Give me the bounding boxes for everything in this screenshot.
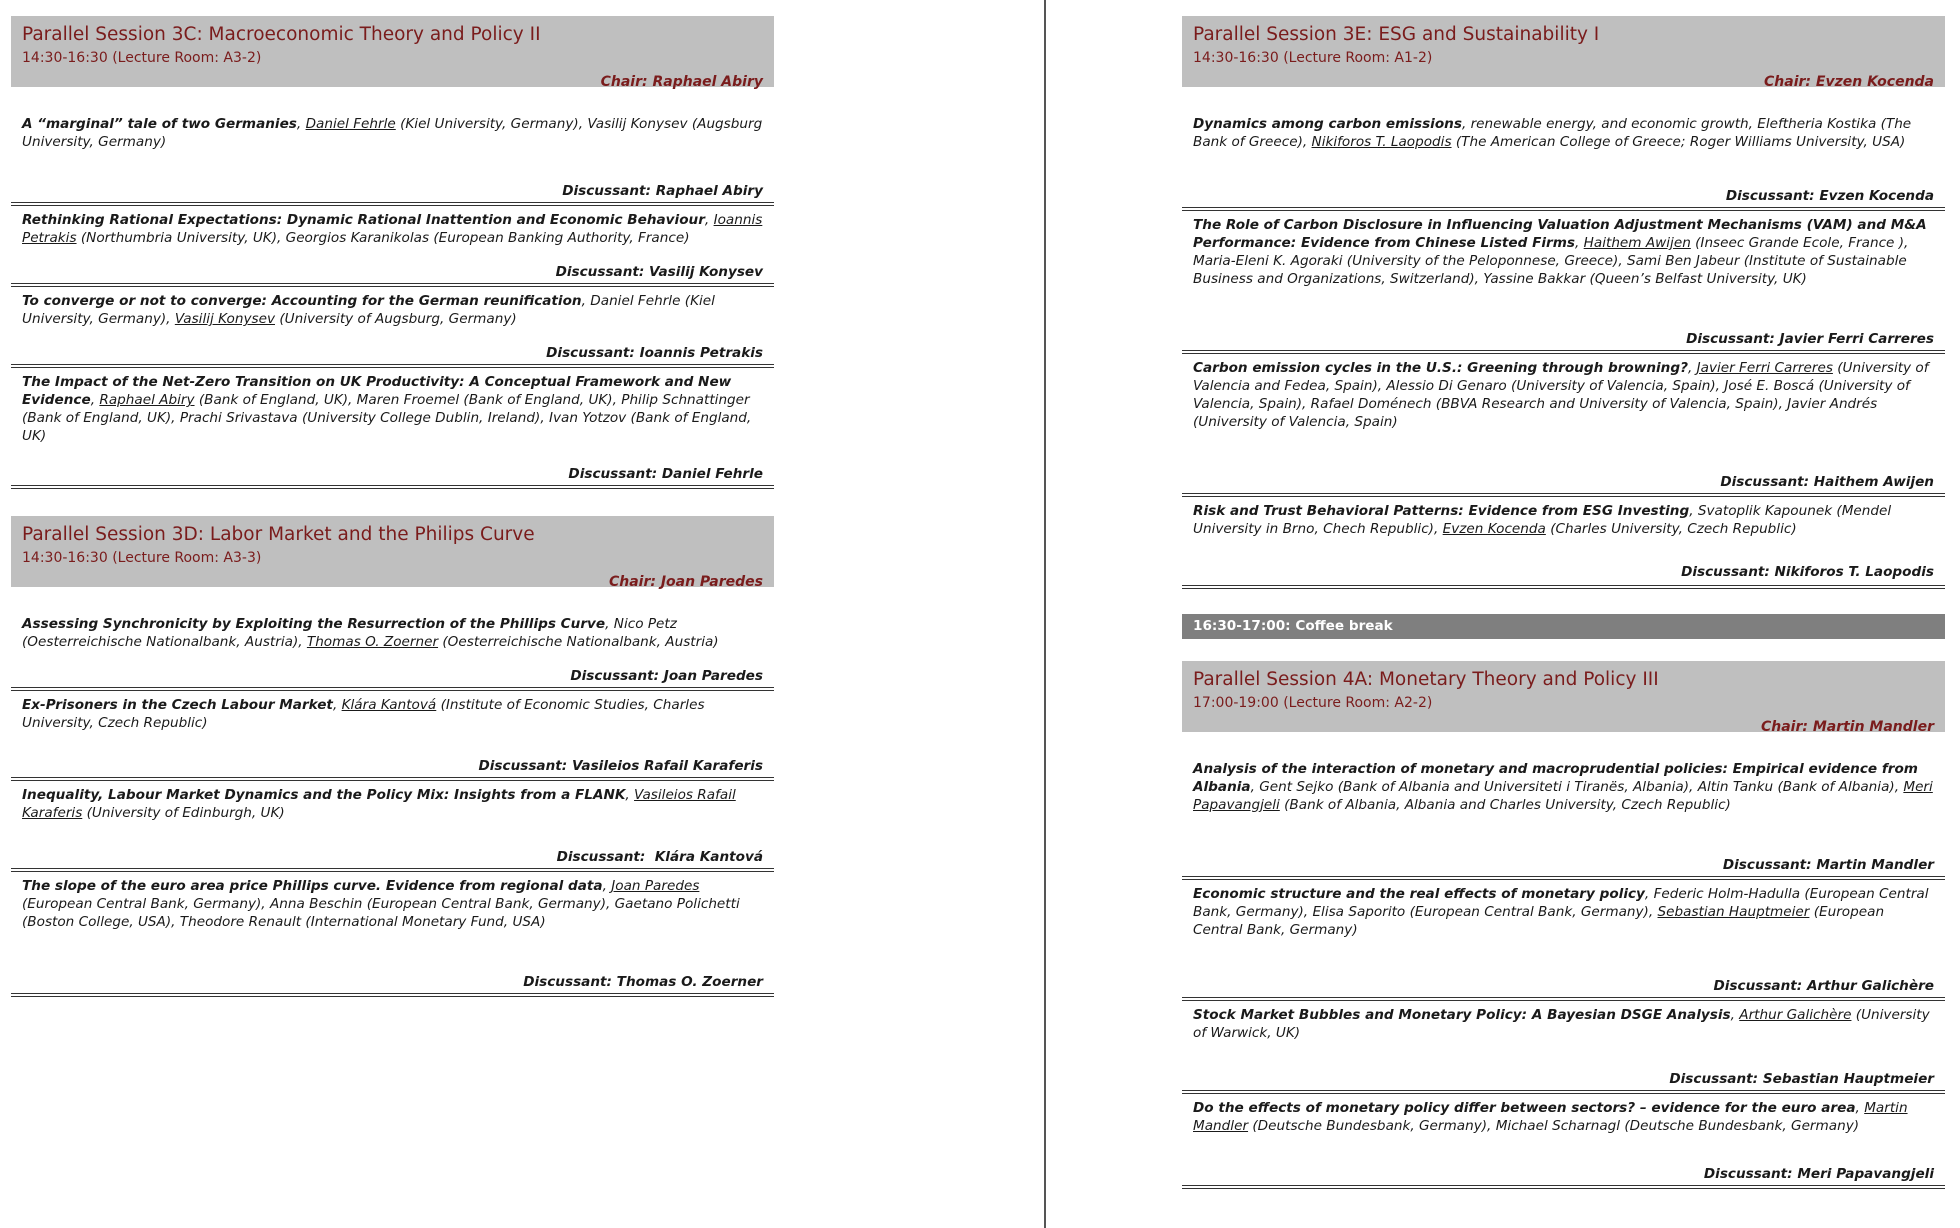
paper-item (1182, 760, 1945, 874)
right-column (1182, 16, 1945, 1189)
authors-text: (European Central Bank, Germany) (1193, 904, 1885, 938)
authors-text: Nico Petz (Oesterreichische Nationalbank, Austria), (22, 616, 677, 650)
session-header (1182, 16, 1945, 90)
discussant: Discussant: Meri Papavangjeli (1703, 1166, 1934, 1182)
presenter-name: Raphael Abiry (99, 392, 195, 408)
session-chair: Chair: Martin Mandler (1760, 719, 1934, 735)
separator: , (332, 697, 342, 713)
divider-rule (1182, 207, 1945, 211)
separator: , (704, 212, 714, 228)
paper-text (22, 696, 763, 732)
authors-text: (University of Warwick, UK) (1193, 1007, 1930, 1041)
discussant: Discussant: Ioannis Petrakis (546, 345, 763, 361)
presenter-name: Thomas O. Zoerner (306, 634, 439, 650)
presenter-name: Vasileios Rafail Karaferis (22, 787, 736, 821)
authors-text: (Bank of England, UK), Maren Froemel (Bank of England, UK), Philip Schnattinger (Bank of England, UK), Prachi Srivastava (University College Dublin, Ireland), Ivan Yotzov (Bank of England, UK) (22, 392, 752, 444)
separator: , (581, 293, 591, 309)
authors-text: (The American College of Greece; Roger Williams University, USA) (1451, 134, 1906, 150)
separator: , (1855, 1100, 1865, 1116)
session-time: 14:30-16:30 (Lecture Room: A3-3) (22, 550, 262, 566)
paper-title: Dynamics among carbon emissions (1193, 116, 1462, 132)
divider-rule (1182, 997, 1945, 1001)
paper-title: The Impact of the Net-Zero Transition on UK Productivity: A Conceptual Framework and New Evidence (22, 374, 732, 408)
paper-item (1182, 216, 1945, 348)
divider-rule (11, 687, 774, 691)
authors-text: Daniel Fehrle (Kiel University, Germany), (22, 293, 715, 327)
paper-title: Analysis of the interaction of monetary and macroprudential policies: Empirical evidence from Albania (1193, 761, 1918, 795)
discussant: Discussant: Sebastian Hauptmeier (1669, 1071, 1934, 1087)
session-chair: Chair: Raphael Abiry (600, 74, 763, 90)
divider-rule (1182, 493, 1945, 497)
presenter-name: Klára Kantová (341, 697, 437, 713)
separator: , (1575, 235, 1584, 251)
divider-rule (11, 364, 774, 368)
paper-title: A “marginal” tale of two Germanies (22, 116, 297, 132)
divider-rule (11, 868, 774, 872)
discussant: Discussant: Haithem Awijen (1720, 474, 1934, 490)
separator: , (296, 116, 306, 132)
paper-text (22, 615, 763, 651)
presenter-name: Joan Paredes (611, 878, 700, 894)
divider-rule (11, 777, 774, 781)
divider-rule (1182, 1090, 1945, 1094)
separator: , (1687, 360, 1697, 376)
discussant: Discussant: Joan Paredes (570, 668, 763, 684)
discussant: Discussant: Thomas O. Zoerner (523, 974, 763, 990)
paper-text (1193, 216, 1934, 288)
divider-rule (1182, 585, 1945, 589)
authors-text: (Bank of Albania, Albania and Charles University, Czech Republic) (1279, 797, 1731, 813)
discussant: Discussant: Vasilij Konysev (555, 264, 763, 280)
presenter-name: Evzen Kocenda (1442, 521, 1546, 537)
authors-text: (Kiel University, Germany), Vasilij Konysev (Augsburg University, Germany) (22, 116, 763, 150)
paper-text (22, 373, 763, 445)
separator: , (1250, 779, 1260, 795)
paper-text (22, 877, 763, 931)
paper-item (1182, 115, 1945, 205)
paper-item (11, 786, 774, 866)
divider-rule (1182, 1185, 1945, 1189)
paper-item (11, 696, 774, 775)
left-column (11, 16, 774, 997)
paper-item (11, 292, 774, 362)
session-time: 17:00-19:00 (Lecture Room: A2-2) (1193, 695, 1433, 711)
paper-item (1182, 1099, 1945, 1183)
paper-title: Ex-Prisoners in the Czech Labour Market (22, 697, 333, 713)
divider-rule (11, 485, 774, 489)
paper-title: Do the effects of monetary policy differ between sectors? – evidence for the euro area (1193, 1100, 1856, 1116)
presenter-name: Haithem Awijen (1583, 235, 1691, 251)
paper-title: The Role of Carbon Disclosure in Influencing Valuation Adjustment Mechanisms (VAM) and M&A Performance: Evidence from Chinese Listed Firms (1193, 217, 1927, 251)
authors-text: Federic Holm-Hadulla (European Central Bank, Germany), Elisa Saporito (European Central Bank, Germany), (1193, 886, 1929, 920)
session-title: Parallel Session 3E: ESG and Sustainability I (1193, 24, 1600, 45)
presenter-name: Sebastian Hauptmeier (1657, 904, 1810, 920)
discussant: Discussant: Martin Mandler (1722, 857, 1934, 873)
separator: , (1730, 1007, 1740, 1023)
paper-item (1182, 1006, 1945, 1088)
separator: , (1461, 116, 1471, 132)
authors-text: (Northumbria University, UK), Georgios Karanikolas (European Banking Authority, France) (76, 230, 690, 246)
discussant: Discussant: Arthur Galichère (1713, 978, 1934, 994)
separator: , (625, 787, 635, 803)
discussant: Discussant: Javier Ferri Carreres (1686, 331, 1934, 347)
paper-text (22, 292, 763, 328)
authors-text: (Oesterreichische Nationalbank, Austria) (438, 634, 719, 650)
session-title: Parallel Session 3D: Labor Market and the Philips Curve (22, 524, 535, 545)
session-title: Parallel Session 3C: Macroeconomic Theory and Policy II (22, 24, 541, 45)
paper-item (11, 211, 774, 281)
authors-text: (Charles University, Czech Republic) (1545, 521, 1797, 537)
session-chair: Chair: Evzen Kocenda (1764, 74, 1934, 90)
paper-item (11, 615, 774, 685)
paper-text (22, 115, 763, 151)
paper-item (11, 115, 774, 200)
paper-title: Stock Market Bubbles and Monetary Policy: A Bayesian DSGE Analysis (1193, 1007, 1731, 1023)
presenter-name: Vasilij Konysev (174, 311, 275, 327)
divider-rule (11, 993, 774, 997)
presenter-name: Arthur Galichère (1739, 1007, 1852, 1023)
separator: , (90, 392, 100, 408)
paper-title: To converge or not to converge: Accounting for the German reunification (22, 293, 582, 309)
presenter-name: Daniel Fehrle (305, 116, 396, 132)
paper-title: The slope of the euro area price Phillips curve. Evidence from regional data (22, 878, 603, 894)
paper-text (1193, 502, 1934, 538)
presenter-name: Nikiforos T. Laopodis (1311, 134, 1452, 150)
discussant: Discussant: Daniel Fehrle (568, 466, 763, 482)
session-header (11, 516, 774, 590)
paper-item (11, 877, 774, 991)
paper-title: Risk and Trust Behavioral Patterns: Evidence from ESG Investing (1193, 503, 1690, 519)
authors-text: (University of Valencia and Fedea, Spain), Alessio Di Genaro (University of Valencia, Spain), José E. Boscá (University of Valencia, Spain), Rafael Doménech (BBVA Research and University of Valencia, Spain), Javier Andrés (University of Valencia, Spain) (1193, 360, 1929, 430)
paper-text (1193, 1099, 1934, 1135)
divider-rule (1182, 876, 1945, 880)
authors-text: (Inseec Grande Ecole, France ), Maria-Eleni K. Agoraki (University of the Peloponnese, Greece), Sami Ben Jabeur (Institute of Sustainable Business and Organizations, Switzerland), Yassine Bakkar (Queen’s Belfast University, UK) (1193, 235, 1909, 287)
column-divider (1044, 0, 1046, 1228)
paper-text (1193, 1006, 1934, 1042)
presenter-name: Javier Ferri Carreres (1696, 360, 1833, 376)
paper-title: Rethinking Rational Expectations: Dynamic Rational Inattention and Economic Behaviour (22, 212, 705, 228)
discussant: Discussant: Evzen Kocenda (1725, 188, 1934, 204)
divider-rule (11, 202, 774, 206)
paper-text (1193, 885, 1934, 939)
paper-item (11, 373, 774, 483)
paper-title: Inequality, Labour Market Dynamics and the Policy Mix: Insights from a FLANK (22, 787, 626, 803)
presenter-name: Meri Papavangjeli (1193, 779, 1933, 813)
authors-text: (Deutsche Bundesbank, Germany), Michael Scharnagl (Deutsche Bundesbank, Germany) (1248, 1118, 1860, 1134)
discussant: Discussant: Klára Kantová (556, 849, 763, 865)
discussant: Discussant: Nikiforos T. Laopodis (1681, 564, 1934, 580)
discussant: Discussant: Vasileios Rafail Karaferis (478, 758, 763, 774)
session-time: 14:30-16:30 (Lecture Room: A1-2) (1193, 50, 1433, 66)
divider-rule (11, 283, 774, 287)
paper-item (1182, 885, 1945, 995)
paper-text (22, 786, 763, 822)
discussant: Discussant: Raphael Abiry (562, 183, 763, 199)
paper-text (22, 211, 763, 247)
authors-text: Gent Sejko (Bank of Albania and Universiteti i Tiranës, Albania), Altin Tanku (Bank of Albania), (1259, 779, 1904, 795)
presenter-name: Martin Mandler (1193, 1100, 1908, 1134)
paper-item (1182, 359, 1945, 491)
separator: , (1689, 503, 1698, 519)
authors-text: Svatoplik Kapounek (Mendel University in Brno, Chech Republic), (1193, 503, 1892, 537)
separator: , (605, 616, 614, 632)
session-title: Parallel Session 4A: Monetary Theory and Policy III (1193, 669, 1659, 690)
session-time: 14:30-16:30 (Lecture Room: A3-2) (22, 50, 262, 66)
authors-text: (European Central Bank, Germany), Anna Beschin (European Central Bank, Germany), Gaetano Polichetti (Boston College, USA), Theodore Renault (International Monetary Fund, USA) (22, 896, 740, 930)
separator: , (602, 878, 612, 894)
divider-rule (1182, 350, 1945, 354)
paper-title: Assessing Synchronicity by Exploiting the Resurrection of the Phillips Curve (22, 616, 606, 632)
coffee-break-bar: 16:30-17:00: Coffee break (1182, 614, 1945, 639)
authors-text: renewable energy, and economic growth, Eleftheria Kostika (The Bank of Greece), (1193, 116, 1912, 150)
paper-title: Economic structure and the real effects of monetary policy (1193, 886, 1645, 902)
paper-text (1193, 359, 1934, 431)
authors-text: (University of Augsburg, Germany) (275, 311, 517, 327)
authors-text: (University of Edinburgh, UK) (82, 805, 285, 821)
paper-text (1193, 115, 1934, 151)
authors-text: (Institute of Economic Studies, Charles University, Czech Republic) (22, 697, 705, 731)
paper-text (1193, 760, 1934, 814)
session-chair: Chair: Joan Paredes (608, 574, 763, 590)
separator: , (1644, 886, 1654, 902)
session-header (11, 16, 774, 90)
presenter-name: Ioannis Petrakis (22, 212, 763, 246)
paper-item (1182, 502, 1945, 581)
paper-title: Carbon emission cycles in the U.S.: Greening through browning? (1193, 360, 1688, 376)
session-header (1182, 661, 1945, 735)
